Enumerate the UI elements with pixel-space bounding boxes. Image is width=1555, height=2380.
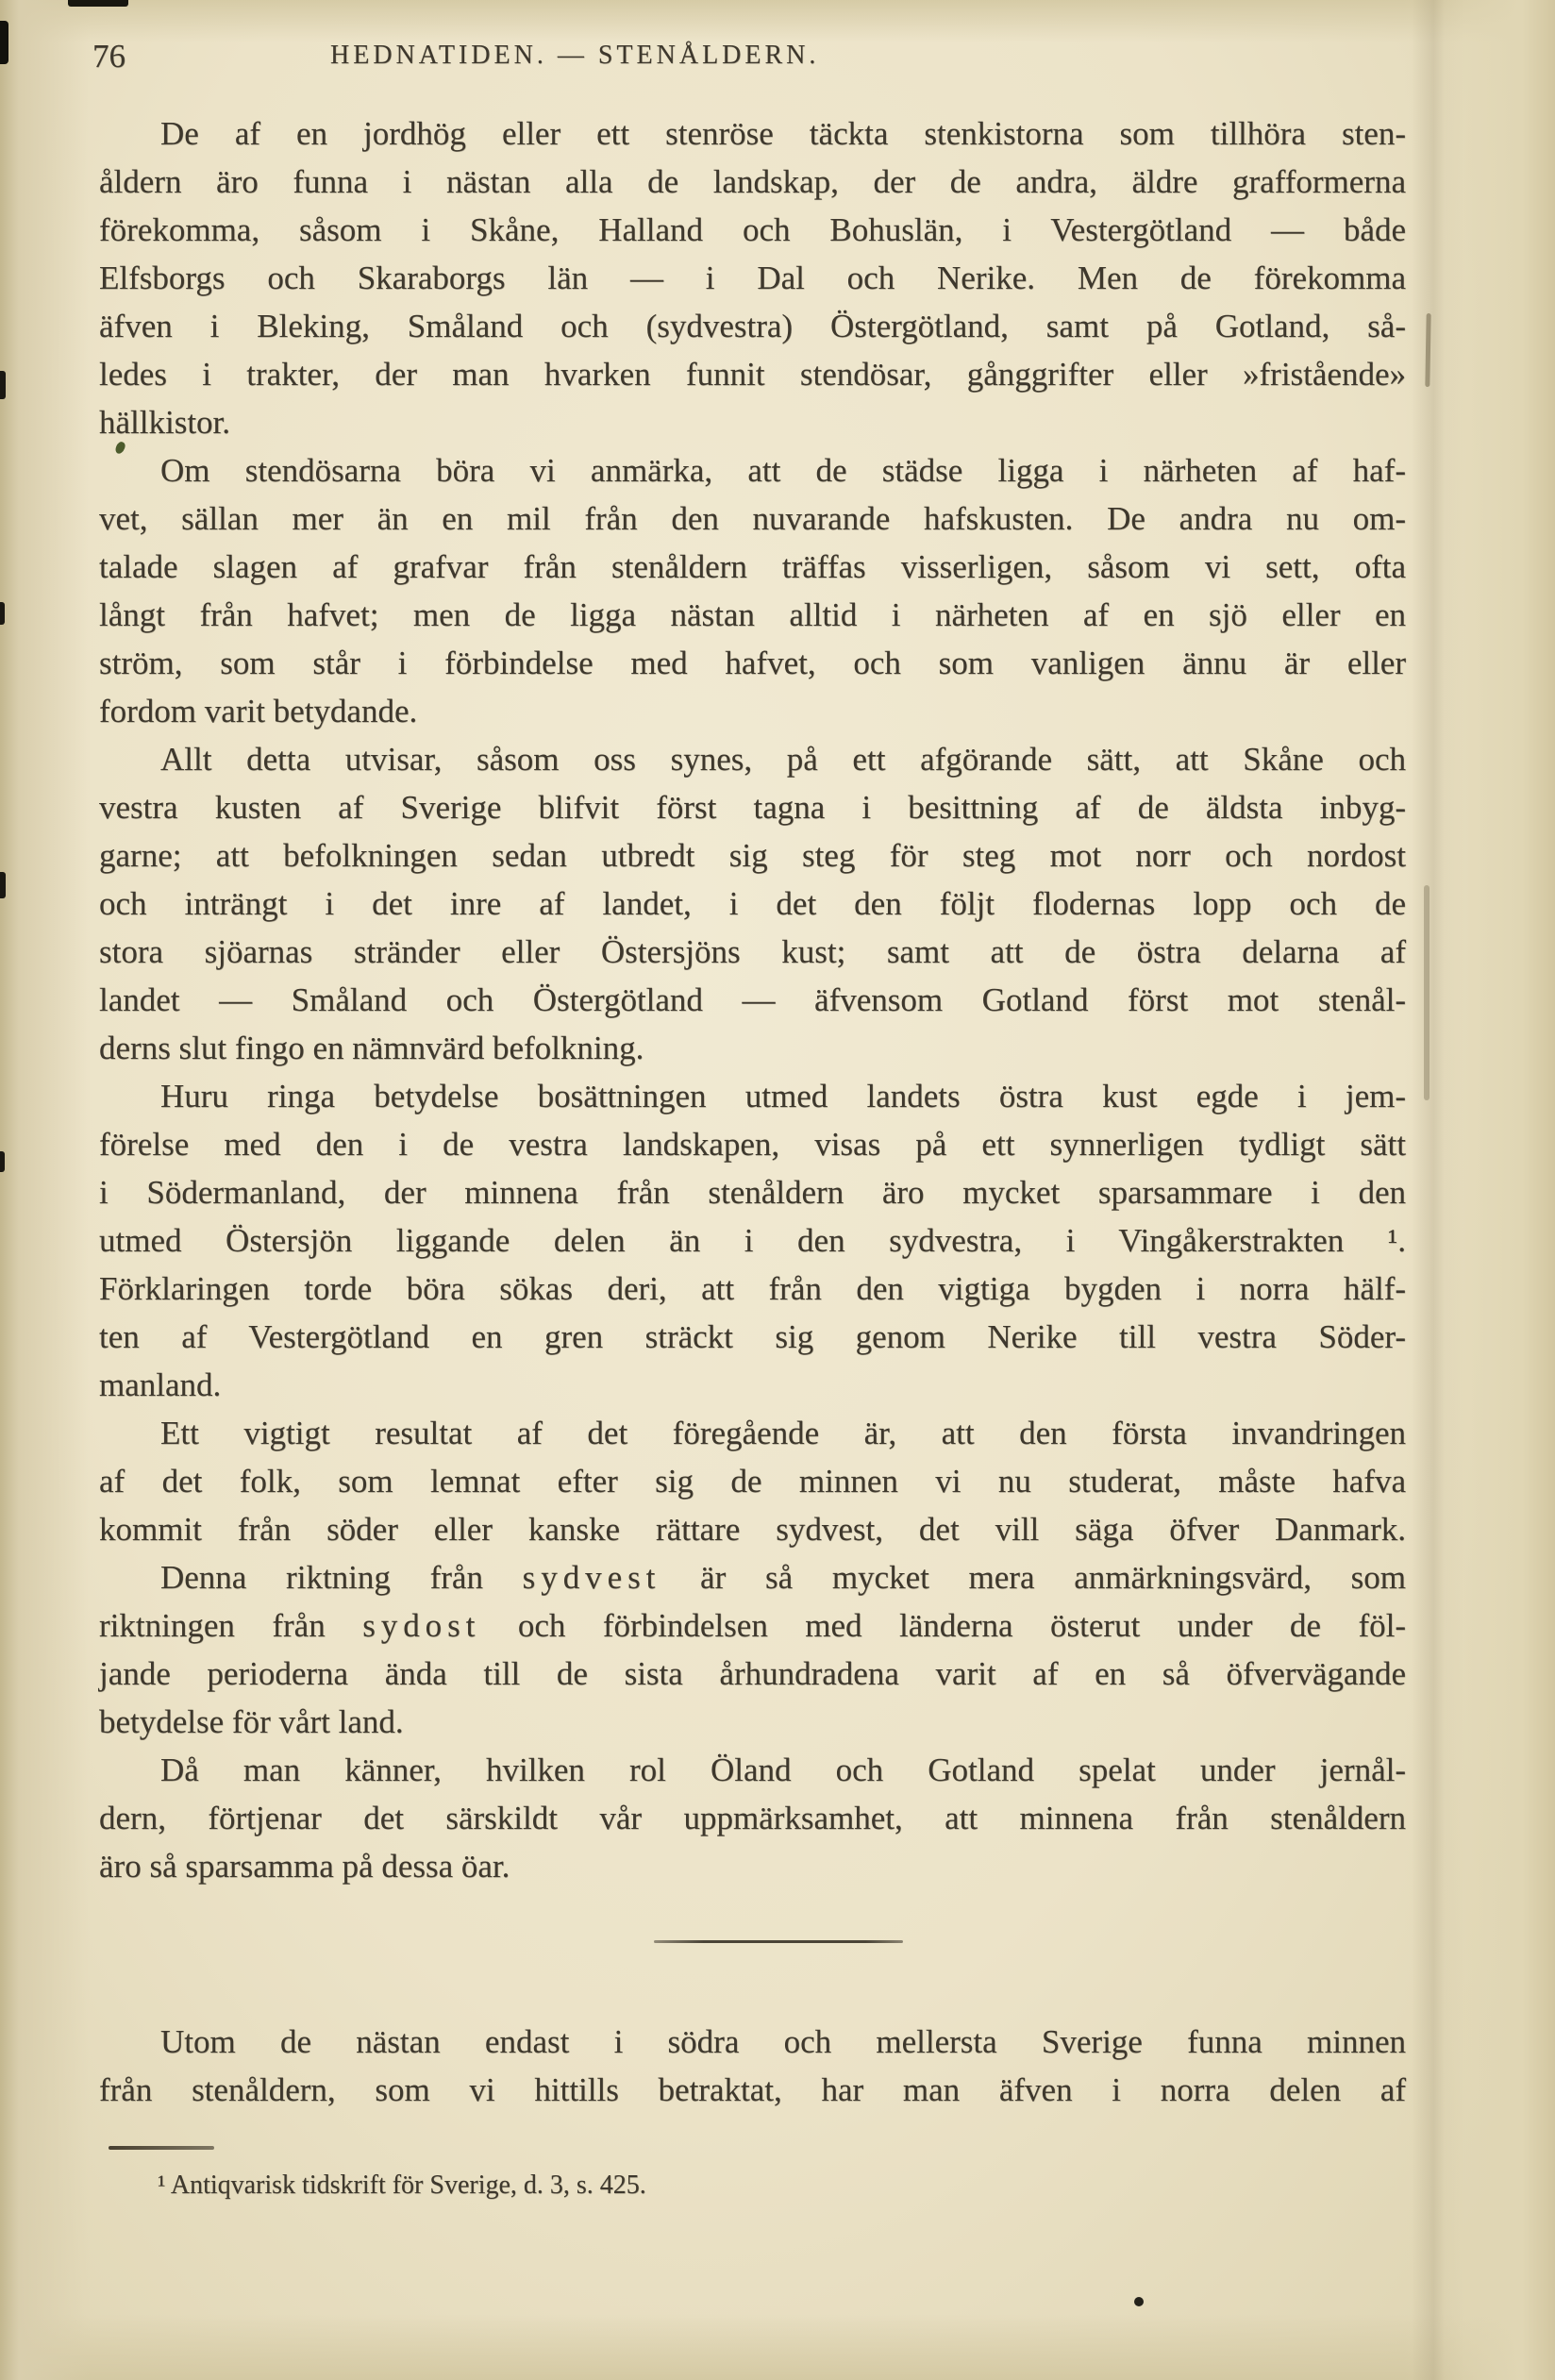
paragraph	[99, 2018, 1406, 2114]
scan-artifact-dot	[1134, 2297, 1144, 2306]
text-line: Denna riktning från sydvest är så mycket mera anmärkningsvärd, som	[160, 1559, 1406, 1596]
scan-artifact-left-edge	[0, 602, 5, 625]
footnote: ¹ Antiqvarisk tidskrift för Sverige, d. 3, s. 425.	[158, 2170, 646, 2200]
text-line: åldern äro funna i nästan alla de landskap, der de andra, äldre grafformerna	[99, 163, 1406, 200]
text-line: derns slut fingo en nämnvärd befolkning.	[99, 1030, 644, 1066]
text-line: äfven i Bleking, Småland och (sydvestra) Östergötland, samt på Gotland, så-	[99, 308, 1406, 344]
body-text	[99, 109, 1406, 1890]
text-line: förekomma, såsom i Skåne, Halland och Bohuslän, i Vestergötland — både	[99, 211, 1406, 248]
text-line: Huru ringa betydelse bosättningen utmed landets östra kust egde i jem-	[160, 1078, 1406, 1115]
page-edge-streak	[1424, 885, 1430, 1100]
text-line: garne; att befolkningen sedan utbredt sig steg för steg mot norr och nordost	[99, 837, 1406, 874]
running-header: HEDNATIDEN. — STENÅLDERN.	[330, 41, 820, 70]
paragraph	[99, 1072, 1406, 1409]
closing-text	[99, 2018, 1406, 2114]
text-line: hällkistor.	[99, 404, 231, 441]
text-line: af det folk, som lemnat efter sig de minnen vi nu studerat, måste hafva	[99, 1463, 1406, 1500]
paragraph	[99, 1553, 1406, 1746]
text-line: Allt detta utvisar, såsom oss synes, på ett afgörande sätt, att Skåne och	[160, 741, 1406, 778]
scan-artifact-left-edge	[0, 872, 6, 898]
text-line: talade slagen af grafvar från stenåldern träffas visserligen, såsom vi sett, ofta	[99, 548, 1406, 585]
text-line: Om stendösarna böra vi anmärka, att de städse ligga i närheten af haf-	[160, 452, 1406, 489]
text-line: från stenåldern, som vi hittills betraktat, har man äfven i norra delen af	[99, 2071, 1406, 2108]
text-line: Ett vigtigt resultat af det föregående är, att den första invandringen	[160, 1415, 1406, 1451]
text-line: i Södermanland, der minnena från stenåldern äro mycket sparsammare i den	[99, 1174, 1406, 1211]
scan-artifact-top-bar	[68, 0, 128, 7]
scan-artifact-left-edge	[0, 1151, 5, 1172]
text-line: förelse med den i de vestra landskapen, visas på ett synnerligen tydligt sätt	[99, 1126, 1406, 1163]
text-line: kommit från söder eller kanske rättare sydvest, det vill säga öfver Danmark.	[99, 1511, 1406, 1548]
text-line: manland.	[99, 1366, 222, 1403]
scan-artifact-left-edge	[0, 21, 8, 64]
text-line: utmed Östersjön liggande delen än i den sydvestra, i Vingåkerstrakten ¹.	[99, 1222, 1406, 1259]
paragraph	[99, 109, 1406, 446]
text-line: landet — Småland och Östergötland — äfvensom Gotland först mot stenål-	[99, 981, 1406, 1018]
text-line: vet, sällan mer än en mil från den nuvarande hafskusten. De andra nu om-	[99, 500, 1406, 537]
letterspaced-word: sydvest	[522, 1559, 661, 1596]
text-line: De af en jordhög eller ett stenröse täckta stenkistorna som tillhöra sten-	[160, 115, 1406, 152]
text-line: långt från hafvet; men de ligga nästan alltid i närheten af en sjö eller en	[99, 596, 1406, 633]
scan-artifact-left-edge	[0, 371, 6, 399]
text-line: fordom varit betydande.	[99, 693, 418, 729]
text-line: Förklaringen torde böra sökas deri, att från den vigtiga bygden i norra hälf-	[99, 1270, 1406, 1307]
footnote-rule	[109, 2146, 214, 2150]
text-line: äro så sparsamma på dessa öar.	[99, 1848, 510, 1885]
text-line: ström, som står i förbindelse med hafvet, och som vanligen ännu är eller	[99, 645, 1406, 681]
section-divider-rule	[654, 1940, 903, 1943]
text-line: ledes i trakter, der man hvarken funnit stendösar, gånggrifter eller »fristående»	[99, 356, 1406, 393]
paragraph	[99, 735, 1406, 1072]
text-line: jande perioderna ända till de sista århundradena varit af en så öfvervägande	[99, 1655, 1406, 1692]
text-line: stora sjöarnas stränder eller Östersjöns kust; samt att de östra delarna af	[99, 933, 1406, 970]
paragraph	[99, 446, 1406, 735]
text-line: Elfsborgs och Skaraborgs län — i Dal och Nerike. Men de förekomma	[99, 260, 1406, 296]
text-line: ten af Vestergötland en gren sträckt sig genom Nerike till vestra Söder-	[99, 1318, 1406, 1355]
page-edge-shadow	[1412, 0, 1464, 2380]
text-line: riktningen från sydost och förbindelsen med länderna österut under de föl-	[99, 1607, 1406, 1644]
paragraph	[99, 1409, 1406, 1553]
text-line: Utom de nästan endast i södra och mellersta Sverige funna minnen	[160, 2023, 1406, 2060]
text-line: Då man känner, hvilken rol Öland och Gotland spelat under jernål-	[160, 1751, 1406, 1788]
paragraph	[99, 1746, 1406, 1890]
text-line: betydelse för vårt land.	[99, 1703, 404, 1740]
text-line: dern, förtjenar det särskildt vår uppmärksamhet, att minnena från stenåldern	[99, 1800, 1406, 1836]
page-number: 76	[92, 38, 125, 75]
text-line: vestra kusten af Sverige blifvit först tagna i besittning af de äldsta inbyg-	[99, 789, 1406, 826]
text-line: och inträngt i det inre af landet, i det den följt flodernas lopp och de	[99, 885, 1406, 922]
letterspaced-word: sydost	[362, 1607, 481, 1644]
